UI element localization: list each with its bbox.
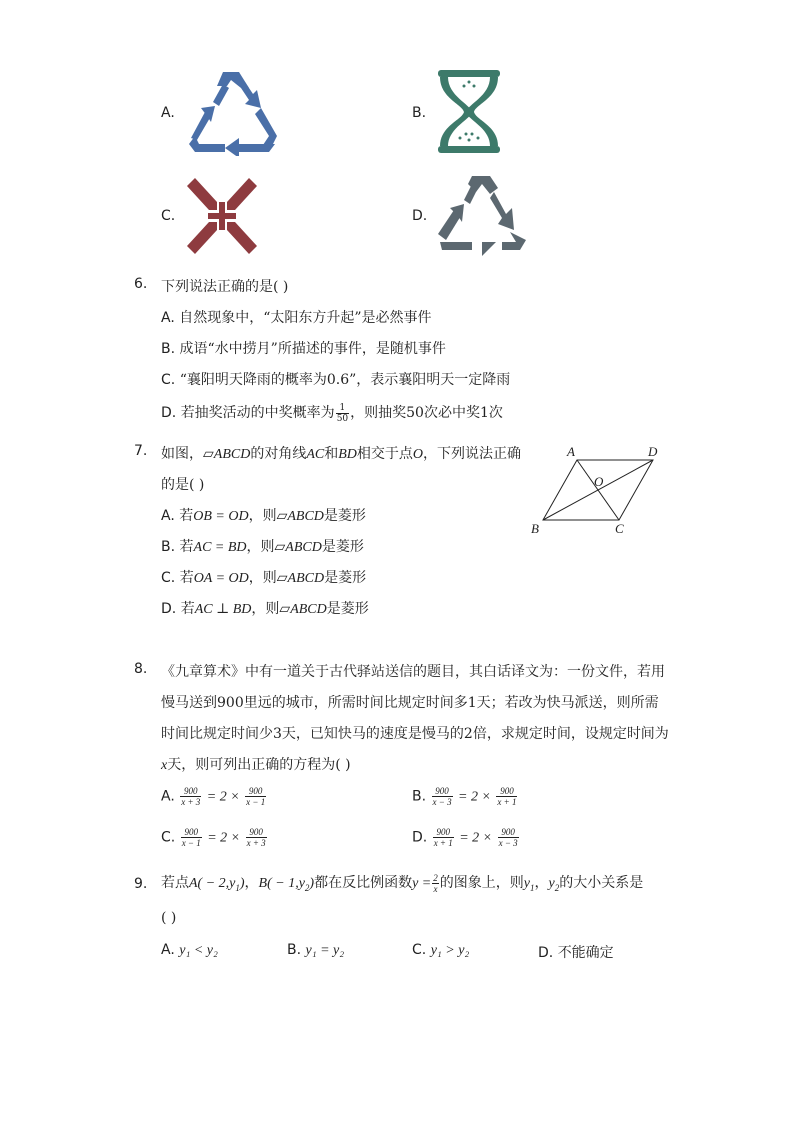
q7-stem-line1: 如图，▱ABCD的对角线AC和BD相交于点O，下列说法正确 xyxy=(161,446,522,462)
cross-arrows-icon xyxy=(183,176,261,256)
option-letter: D. xyxy=(161,405,177,421)
q8-option-a: A. $\frac{900}{x + 3}$ = 2 × $\frac{900}{x - 1}$ xyxy=(161,786,266,807)
option-text-post: ，则抽奖50次必中奖1次 xyxy=(350,405,503,421)
hourglass-icon xyxy=(436,68,502,156)
option-text-pre: 若抽奖活动的中奖概率为 xyxy=(180,405,335,421)
q7-option-c: C. 若OA = OD，则▱ABCD是菱形 xyxy=(161,570,367,586)
q7-number: 7. xyxy=(134,443,148,459)
q7-stem-line2: 的是( ) xyxy=(161,477,205,493)
q6-option-d xyxy=(161,402,503,424)
q9-option-c: C. y₁ > y₂ xyxy=(412,942,470,958)
label-d: D xyxy=(648,444,658,459)
q9-number: 9. xyxy=(134,876,148,892)
q7-option-a: A. 若OB = OD，则▱ABCD是菱形 xyxy=(161,508,366,524)
q8-line3: 时间比规定时间少3天，已知快马的速度是慢马的2倍，求规定时间，设规定时间为 xyxy=(161,726,669,742)
q8-option-c: C. $\frac{900}{x - 1}$ = 2 × $\frac{900}{x + 3}$ xyxy=(161,827,266,848)
q9-stem-line1: 若点$A( - 2,y_1)$，$B( - 1,y_2)$都在反比例函数y = $\frac{2}{x}$ 的图象上，则$y_1$，$y_2$的大小关系是 xyxy=(161,872,644,894)
q6-option-b xyxy=(161,338,446,358)
q9-stem-line2: ( ) xyxy=(161,910,177,926)
label-o: O xyxy=(594,474,604,489)
q8-line2: 慢马送到900里远的城市，所需时间比规定时间多1天；若改为快马派送，则所需 xyxy=(161,695,659,711)
option-text: “襄阳明天降雨的概率为0.6”，表示襄阳明天一定降雨 xyxy=(179,372,511,388)
option-text: 成语“水中捞月”所描述的事件，是随机事件 xyxy=(179,341,446,357)
option-letter: A. xyxy=(161,310,175,326)
fraction: $\frac{1}{50}$ xyxy=(336,402,349,424)
option-letter: C. xyxy=(161,372,176,388)
label-b: B xyxy=(531,521,539,536)
q9-option-a: A. y₁ < y₂ xyxy=(161,942,218,958)
q5-option-a-letter: A. xyxy=(161,105,175,121)
q8-line1: 《九章算术》中有一道关于古代驿站送信的题目，其白话译文为：一份文件，若用 xyxy=(161,664,665,680)
q9-option-d: D. 不能确定 xyxy=(538,945,614,961)
recycle-arrows-icon xyxy=(436,170,530,264)
q6-option-a xyxy=(161,307,432,327)
q9-option-b: B. y₁ = y₂ xyxy=(287,942,345,958)
q6-number: 6. xyxy=(134,276,148,292)
q7-option-d: D. 若AC ⊥ BD，则▱ABCD是菱形 xyxy=(161,601,369,617)
recycle-triangle-icon xyxy=(183,68,279,156)
label-a: A xyxy=(567,444,575,459)
parallelogram-figure xyxy=(525,440,665,540)
q8-line4: x天，则可列出正确的方程为( ) xyxy=(161,757,351,773)
q5-option-d-letter: D. xyxy=(412,208,428,224)
q6-stem: 下列说法正确的是( ) xyxy=(161,279,289,295)
q8-option-b: B. $\frac{900}{x - 3}$ = 2 × $\frac{900}{x + 1}$ xyxy=(412,786,517,807)
q5-option-c-letter: C. xyxy=(161,208,176,224)
q8-number: 8. xyxy=(134,661,148,677)
q7-option-b: B. 若AC = BD，则▱ABCD是菱形 xyxy=(161,539,364,555)
label-c: C xyxy=(615,521,624,536)
q5-option-b-letter: B. xyxy=(412,105,427,121)
q8-option-d: D. $\frac{900}{x + 1}$ = 2 × $\frac{900}{x - 3}$ xyxy=(412,827,518,848)
option-letter: B. xyxy=(161,341,176,357)
q6-option-c xyxy=(161,369,510,389)
option-text: 自然现象中，“太阳东方升起”是必然事件 xyxy=(179,310,432,326)
